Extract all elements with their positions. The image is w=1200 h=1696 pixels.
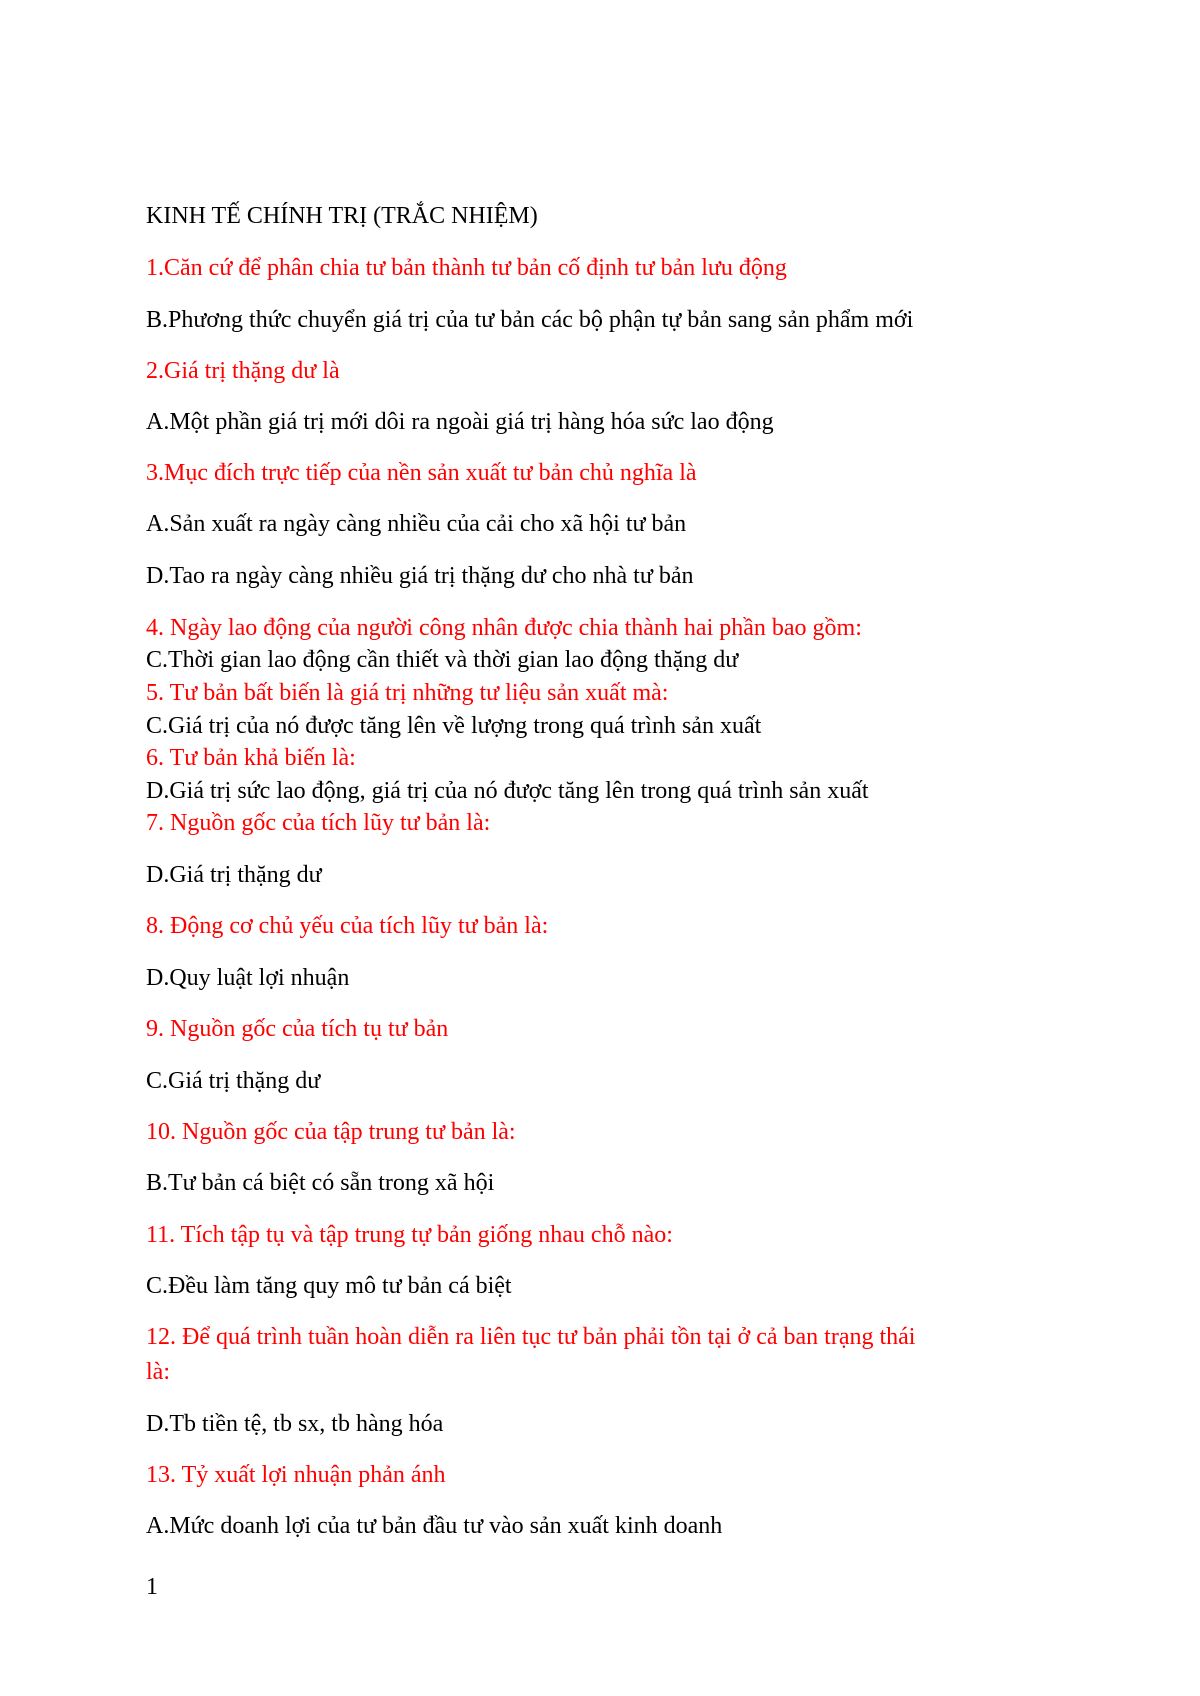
answer-line: D.Quy luật lợi nhuận [146, 965, 350, 991]
question-line: 2.Giá trị thặng dư là [146, 358, 340, 384]
page-number: 1 [146, 1574, 158, 1600]
question-line: 12. Để quá trình tuần hoàn diễn ra liên tục tư bản phải tồn tại ở cả ban trạng thái [146, 1324, 916, 1350]
answer-line: C.Giá trị của nó được tăng lên về lượng trong quá trình sản xuất [146, 713, 762, 739]
answer-line: A.Sản xuất ra ngày càng nhiều của cải cho xã hội tư bản [146, 511, 687, 537]
question-line: 13. Tỷ xuất lợi nhuận phản ánh [146, 1462, 446, 1488]
answer-line: C.Đều làm tăng quy mô tư bản cá biệt [146, 1273, 512, 1299]
question-line: 9. Nguồn gốc của tích tụ tư bản [146, 1016, 449, 1042]
answer-line: B.Tư bản cá biệt có sẵn trong xã hội [146, 1170, 495, 1196]
question-line: 4. Ngày lao động của người công nhân được chia thành hai phần bao gồm: [146, 615, 862, 641]
answer-line: A.Một phần giá trị mới dôi ra ngoài giá trị hàng hóa sức lao động [146, 409, 774, 435]
answer-line: C.Thời gian lao động cần thiết và thời gian lao động thặng dư [146, 647, 739, 673]
answer-line: D.Tb tiền tệ, tb sx, tb hàng hóa [146, 1411, 444, 1437]
question-line: 1.Căn cứ để phân chia tư bản thành tư bản cố định tư bản lưu động [146, 255, 787, 281]
answer-line: D.Giá trị thặng dư [146, 862, 322, 888]
question-line: 6. Tư bản khả biến là: [146, 745, 356, 771]
question-line: 3.Mục đích trực tiếp của nền sản xuất tư bản chủ nghĩa là [146, 460, 697, 486]
question-line: 10. Nguồn gốc của tập trung tư bản là: [146, 1119, 516, 1145]
answer-line: D.Giá trị sức lao động, giá trị của nó được tăng lên trong quá trình sản xuất [146, 778, 869, 804]
document-title: KINH TẾ CHÍNH TRỊ (TRẮC NHIỆM) [146, 203, 538, 229]
answer-line: D.Tao ra ngày càng nhiều giá trị thặng dư cho nhà tư bản [146, 563, 694, 589]
question-line: 7. Nguồn gốc của tích lũy tư bản là: [146, 810, 491, 836]
question-line: 8. Động cơ chủ yếu của tích lũy tư bản là: [146, 913, 549, 939]
answer-line: C.Giá trị thặng dư [146, 1068, 321, 1094]
answer-line: B.Phương thức chuyển giá trị của tư bản các bộ phận tự bản sang sản phẩm mới [146, 307, 914, 333]
question-line: 11. Tích tập tụ và tập trung tự bản giống nhau chỗ nào: [146, 1222, 673, 1248]
question-line: 5. Tư bản bất biến là giá trị những tư liệu sản xuất mà: [146, 680, 669, 706]
question-line-continued: là: [146, 1359, 170, 1385]
answer-line: A.Mức doanh lợi của tư bản đầu tư vào sản xuất kinh doanh [146, 1513, 723, 1539]
